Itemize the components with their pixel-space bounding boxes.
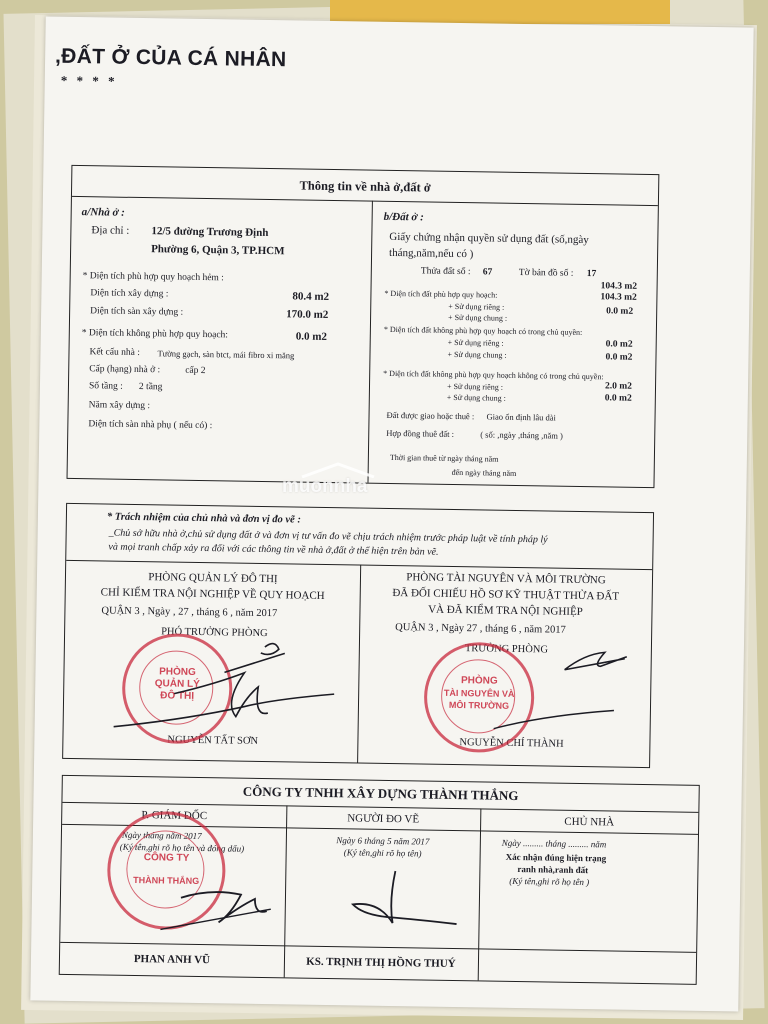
urban-stamp: PHÒNG QUẢN LÝ ĐÔ THỊ: [121, 633, 233, 745]
structure-label: Kết cấu nhà :: [89, 347, 140, 359]
surveyor-role: NGƯỜI ĐO VẼ: [347, 812, 420, 826]
env-line2: ĐÃ ĐỐI CHIẾU HỒ SƠ KỸ THUẬT THỬA ĐẤT: [392, 587, 620, 603]
nonconform-owned-label: * Diện tích đất không phù hợp quy hoạch có trong chủ quyền:: [383, 324, 583, 337]
company-section: [59, 775, 700, 985]
urban-line1: PHÒNG QUẢN LÝ ĐÔ THỊ: [148, 571, 278, 586]
land-conform-value: 104.3 m2: [600, 292, 637, 303]
shared3-label: + Sử dụng chung :: [446, 392, 506, 403]
surveyor-note: (Ký tên,ghi rõ họ tên): [343, 847, 422, 859]
urban-signature: [103, 631, 345, 745]
owner-confirm2: ranh nhà,ranh đất: [517, 864, 589, 876]
director-role: P. GIÁM ĐỐC: [141, 809, 208, 823]
allocation-label: Đất được giao hoặc thuê :: [386, 409, 475, 422]
approval-section: [62, 503, 654, 768]
owner-role: CHỦ NHÀ: [564, 815, 615, 829]
built-area-value: 80.4 m2: [292, 290, 330, 303]
urban-line2: CHỈ KIỂM TRA NỘI NGHIỆP VỀ QUY HOẠCH: [100, 586, 325, 602]
lease-from: Thời gian thuê từ ngày tháng năm: [389, 452, 499, 464]
info-section: [67, 165, 660, 488]
owner-note: (Ký tên,ghi rõ họ tên ): [509, 875, 590, 888]
parcel-label: Thửa đất số :: [420, 266, 471, 278]
lease-label: Hợp đồng thuê đất :: [386, 427, 455, 439]
structure-value: Tường gạch, sàn btct, mái fibro xi măng: [157, 348, 295, 361]
company-stamp: CÔNG TY THÀNH THẮNG: [106, 811, 226, 931]
owner-date: Ngày ......... tháng ......... năm: [501, 837, 607, 850]
watermark: muonnha: [282, 476, 368, 497]
env-stamp: PHÒNG TÀI NGUYÊN VÀ MÔI TRƯỜNG: [423, 642, 535, 754]
env-date: QUẬN 3 , Ngày 27 , tháng 6 , năm 2017: [395, 622, 566, 636]
built-area-label: Diện tích xây dựng :: [90, 288, 169, 300]
map-label: Tờ bản đồ số :: [518, 267, 574, 279]
director-date: Ngày tháng năm 2017: [121, 829, 202, 842]
area-conform-label: * Diện tích phù hợp quy hoạch hẻm :: [82, 271, 224, 284]
director-name: PHAN ANH VŨ: [133, 953, 211, 967]
nonconform-notowned-label: * Diện tích đất không phù hợp quy hoạch không có trong chủ quyền:: [383, 368, 604, 382]
grade-label: Cấp (hạng) nhà ở :: [89, 364, 161, 376]
shared2-label: + Sử dụng chung :: [447, 349, 507, 360]
urban-role: PHÓ TRƯỞNG PHÒNG: [161, 626, 268, 640]
surveyor-date: Ngày 6 tháng 5 năm 2017: [336, 835, 430, 847]
cert-line2: tháng,năm,nếu có ): [389, 246, 474, 261]
title-stars: * * * *: [60, 72, 118, 89]
land-total-value: 104.3 m2: [600, 281, 638, 292]
allocation-value: Giao ổn định lâu dài: [486, 411, 557, 423]
private3-value: 2.0 m2: [604, 381, 633, 392]
private3-label: + Sử dụng riêng :: [446, 381, 504, 392]
grade-value: cấp 2: [185, 365, 206, 377]
private1-value: 0.0 m2: [606, 306, 634, 317]
aux-area-label: Diện tích sàn nhà phụ ( nếu có) :: [88, 419, 213, 432]
cert-line1: Giấy chứng nhận quyền sử dụng đất (số,ngày: [389, 230, 589, 247]
env-line3: VÀ ĐÃ KIỂM TRA NỘI NGHIỆP: [428, 603, 583, 619]
lease-value: ( số: ,ngày ,tháng ,năm ): [480, 429, 563, 441]
responsibility-line2: và mọi tranh chấp xảy ra đối với các thông tin về nhà ở,đất ở thể hiện trên bản vẽ.: [108, 541, 439, 558]
private1-label: + Sử dụng riêng :: [448, 301, 505, 312]
floor-area-value: 170.0 m2: [286, 308, 329, 321]
document-title: ,ĐẤT Ở CỦA CÁ NHÂN: [54, 44, 287, 72]
env-name: NGUYỄN CHÍ THÀNH: [459, 737, 564, 750]
surveyor-signature: [316, 866, 467, 938]
env-line1: PHÒNG TÀI NGUYÊN VÀ MÔI TRƯỜNG: [406, 571, 606, 587]
address-line2: Phường 6, Quận 3, TP.HCM: [151, 243, 285, 258]
responsibility-heading: * Trách nhiệm của chủ nhà và đơn vị đo vẽ :: [106, 511, 301, 526]
urban-name: NGUYỄN TẤT SƠN: [167, 734, 259, 747]
info-title: Thông tin về nhà ở,đất ở: [299, 178, 431, 195]
private2-value: 0.0 m2: [605, 339, 633, 350]
floors-value: 2 tầng: [138, 382, 163, 393]
shared3-value: 0.0 m2: [604, 393, 632, 404]
year-label: Năm xây dựng :: [88, 400, 151, 412]
env-signature: [433, 638, 645, 741]
company-name: CÔNG TY TNHH XÂY DỰNG THÀNH THẮNG: [242, 783, 519, 804]
folder-edge: [330, 0, 670, 24]
lease-to: đến ngày tháng năm: [451, 467, 517, 478]
surveyor-name: KS. TRỊNH THỊ HỒNG THUÝ: [306, 955, 456, 971]
land-heading: b/Đất ở :: [383, 210, 424, 224]
director-signature: [140, 877, 291, 949]
land-conform-label: * Diện tích đất phù hợp quy hoạch:: [384, 288, 498, 300]
shared1-label: + Sử dụng chung :: [448, 312, 508, 323]
director-note: (Ký tên,ghi rõ họ tên và đóng dấu): [119, 841, 245, 854]
urban-date: QUẬN 3 , Ngày , 27 , tháng 6 , năm 2017: [101, 605, 278, 620]
floors-label: Số tầng :: [88, 381, 123, 392]
document-page: [30, 17, 753, 1012]
address-label: Địa chỉ :: [91, 224, 130, 237]
area-nonconform-label: * Diện tích không phù hợp quy hoạch:: [81, 328, 229, 341]
address-line1: 12/5 đường Trương Định: [151, 225, 269, 240]
private2-label: + Sử dụng riêng :: [447, 337, 504, 348]
responsibility-line1: _Chủ sở hữu nhà ở,chủ sử dụng đất ở và đơn vị tư vấn đo vẽ chịu trách nhiệm trước pháp luật về tính pháp lý: [108, 527, 548, 546]
area-nonconform-value: 0.0 m2: [295, 330, 328, 343]
env-role: TRƯỞNG PHÒNG: [464, 643, 549, 656]
floor-area-label: Diện tích sàn xây dựng :: [90, 306, 184, 318]
parcel-value: 67: [482, 267, 493, 278]
house-heading: a/Nhà ở :: [81, 206, 125, 219]
owner-confirm1: Xác nhận đúng hiện trạng: [505, 851, 607, 864]
shared2-value: 0.0 m2: [605, 352, 633, 363]
map-value: 17: [586, 269, 597, 280]
